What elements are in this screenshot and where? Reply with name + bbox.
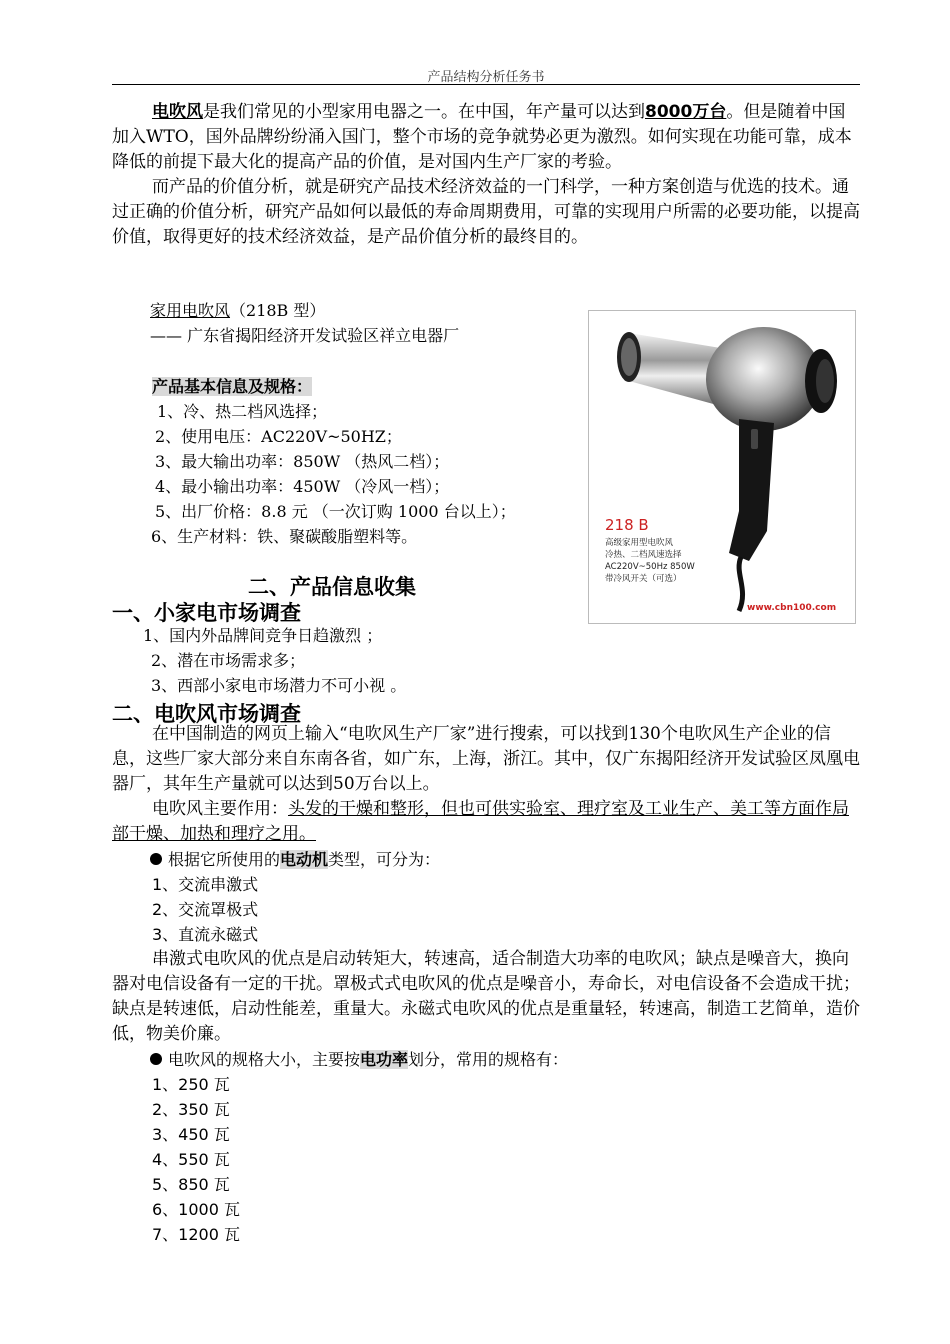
power-spec: 6、1000 瓦 [152, 1200, 240, 1219]
motor-bullet [150, 847, 440, 872]
power-spec: 2、350 瓦 [152, 1100, 230, 1119]
image-desc-line: 高级家用型电吹风 [605, 538, 674, 548]
motor-text-2: 类型，可分为： [328, 850, 441, 869]
annual-output: 8000万台 [645, 102, 727, 122]
spec-item: 6、生产材料：铁、聚碳酸脂塑料等。 [151, 527, 418, 546]
product-model: （218B 型） [230, 301, 326, 320]
image-desc-line: AC220V~50Hz 850W [605, 562, 695, 572]
power-spec: 1、250 瓦 [152, 1075, 230, 1094]
page-header: 产品结构分析任务书 [427, 70, 545, 85]
power-text-2: 划分，常用的规格有： [408, 1050, 569, 1069]
main-use-label: 电吹风主要作用： [152, 799, 288, 819]
spec-item: 1、冷、热二档风选择； [157, 402, 328, 421]
product-image [588, 310, 856, 624]
market-item: 2、潜在市场需求多； [151, 651, 306, 670]
bullet-icon [150, 853, 162, 865]
spec-title [152, 374, 312, 399]
power-text: 电吹风的规格大小，主要按 [168, 1050, 361, 1069]
dryer-survey-paragraph: 在中国制造的网页上输入“电吹风生产厂家”进行搜索，可以找到130个电吹风生产企业的信息，这些厂家大部分来自东南各省，如广东，上海，浙江。其中，仅广东揭阳经济开发试验区凤凰电器厂，其年生产量就可以达到50万台以上。 [112, 724, 860, 794]
header-rule [112, 84, 860, 85]
motor-text: 根据它所使用的 [168, 850, 281, 869]
spec-item: 2、使用电压：AC220V~50HZ； [155, 427, 402, 446]
intro-paragraph-2: 而产品的价值分析，就是研究产品技术经济效益的一门科学，一种方案创造与优选的技术。通过正确的价值分析，研究产品如何以最低的寿命周期费用，可靠的实现用户所需的必要功能，以提高价值，取得更好的技术经济效益，是产品价值分析的最终目的。 [112, 177, 860, 247]
term-hair-dryer: 电吹风 [152, 102, 203, 122]
spec-item: 4、最小输出功率：450W （冷风一档）； [155, 477, 450, 496]
motor-type: 3、直流永磁式 [152, 925, 259, 944]
power-spec: 3、450 瓦 [152, 1125, 230, 1144]
image-desc-line: 带冷风开关（可选） [605, 574, 682, 584]
intro-paragraph-1 [112, 100, 860, 175]
image-model-label: 218 B [605, 516, 649, 534]
motor-term: 电动机 [280, 850, 329, 869]
product-title [150, 298, 325, 323]
intro-text: 是我们常见的小型家用电器之一。在中国，年产量可以达到 [203, 102, 645, 122]
motor-type: 2、交流罩极式 [152, 900, 259, 919]
motor-description: 串激式电吹风的优点是启动转矩大，转速高，适合制造大功率的电吹风；缺点是噪音大，换向器对电信设备有一定的干扰。罩极式式电吹风的优点是噪音小，寿命长，对电信设备不会造成干扰；缺点是转速低，启动性能差，重量大。永磁式电吹风的优点是重量轻，转速高，制造工艺简单，造价低，物美价廉。 [112, 949, 860, 1044]
power-spec: 4、550 瓦 [152, 1150, 230, 1169]
main-use-text: 头发的干燥和整形，但也可供实验室、理疗室及工业生产、美工等方面作局部干燥、加热和理疗之用。 [112, 799, 849, 844]
power-spec: 5、850 瓦 [152, 1175, 230, 1194]
market-item: 1、国内外品牌间竞争日趋激烈 ； [143, 626, 383, 645]
main-use-paragraph [112, 797, 860, 847]
spec-title-label: 产品基本信息及规格： [152, 377, 313, 396]
image-desc-line: 冷热、二档风速选择 [605, 550, 682, 560]
motor-type: 1、交流串激式 [152, 875, 259, 894]
spec-item: 5、出厂价格：8.8 元 （一次订购 1000 台以上）； [155, 502, 516, 521]
intro-text-2: 。但是随着中国加入WTO，国外品牌纷纷涌入国门，整个市场的竞争就势必更为激烈。如何实现在功能可靠，成本降低的前提下最大化的提高产品的价值，是对国内生产厂家的考验。 [112, 102, 852, 172]
section-title: 二、产品信息收集 [248, 575, 416, 599]
dryer-survey-heading: 二、电吹风市场调查 [112, 702, 301, 726]
power-spec: 7、1200 瓦 [152, 1225, 240, 1244]
product-maker: —— 广东省揭阳经济开发试验区祥立电器厂 [150, 326, 460, 345]
power-bullet [150, 1047, 568, 1072]
image-description [605, 537, 695, 585]
power-term: 电功率 [360, 1050, 409, 1069]
market-survey-heading: 一、小家电市场调查 [112, 601, 301, 625]
product-name: 家用电吹风 [150, 301, 231, 320]
market-item: 3、西部小家电市场潜力不可小视 。 [151, 676, 407, 695]
image-url: www.cbn100.com [747, 603, 837, 613]
spec-item: 3、最大输出功率：850W （热风二档）； [155, 452, 450, 471]
bullet-icon [150, 1053, 162, 1065]
